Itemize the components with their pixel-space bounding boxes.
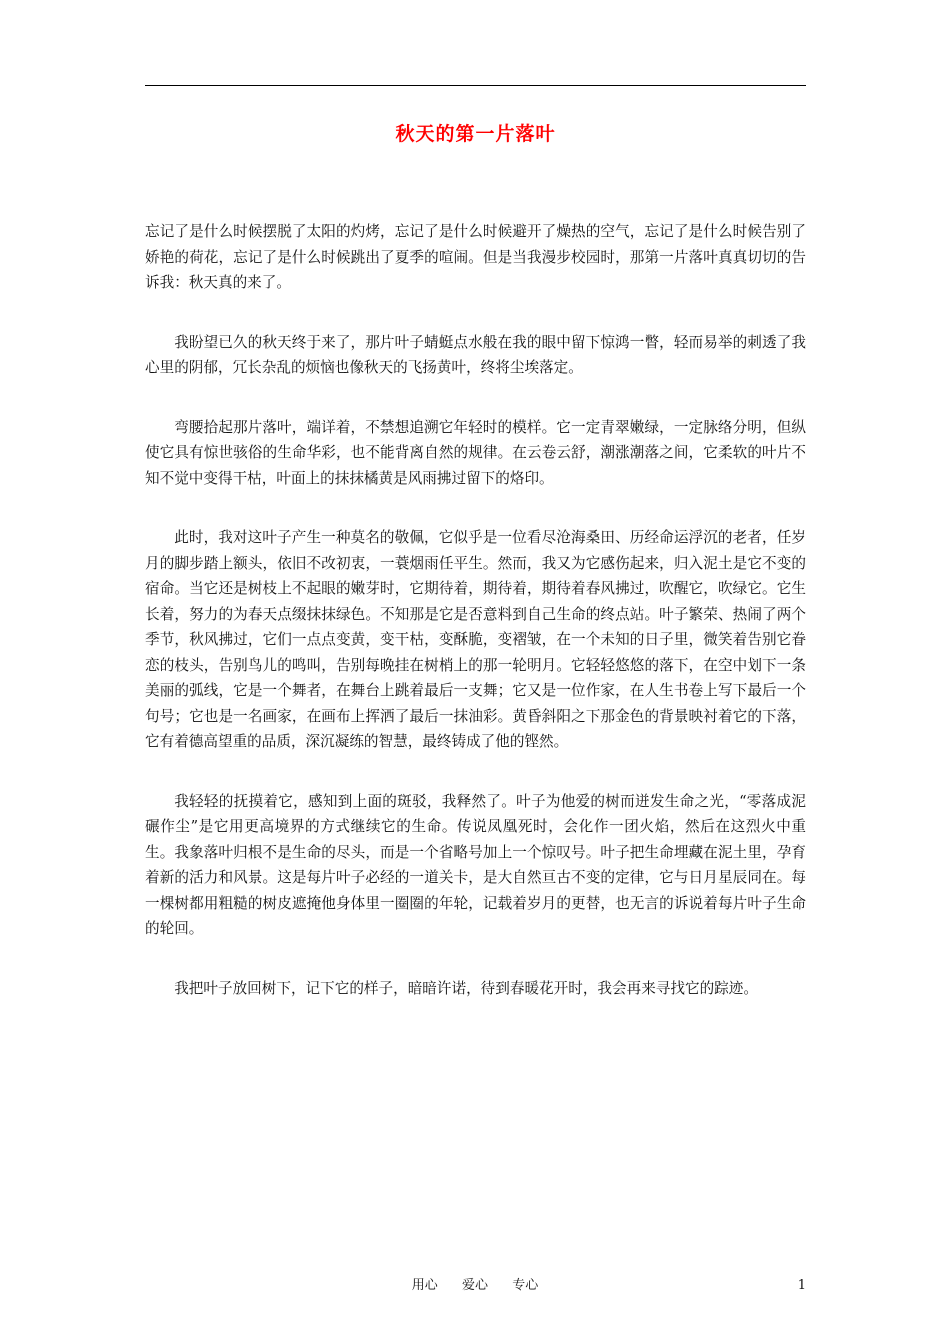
paragraph-1: 忘记了是什么时候摆脱了太阳的灼烤，忘记了是什么时候避开了燥热的空气，忘记了是什么时候告别了娇艳的荷花，忘记了是什么时候跳出了夏季的喧闹。但是当我漫步校园时，那第一片落叶真真切切的告诉我：秋天真的来了。 [145,223,806,291]
header-rule [145,85,806,86]
footer-motto: 用心 爱心 专心 [411,1278,539,1293]
paragraph-6: 我把叶子放回树下，记下它的样子，暗暗许诺，待到春暖花开时，我会再来寻找它的踪迹。 [174,979,758,997]
paragraph-2: 我盼望已久的秋天终于来了，那片叶子蜻蜓点水般在我的眼中留下惊鸿一瞥，轻而易举的刺透了我心里的阴郁，冗长杂乱的烦恼也像秋天的飞扬黄叶，终将尘埃落定。 [145,333,806,376]
paragraph-3: 弯腰拾起那片落叶，端详着，不禁想追溯它年轻时的模样。它一定青翠嫩绿，一定脉络分明，但纵使它具有惊世骇俗的生命华彩，也不能背离自然的规律。在云卷云舒，潮涨潮落之间，它柔软的叶片不知不觉中变得干枯，叶面上的抹抹橘黄是风雨拂过留下的烙印。 [145,418,806,487]
paragraph-4: 此时，我对这叶子产生一种莫名的敬佩，它似乎是一位看尽沧海桑田、历经命运浮沉的老者，任岁月的脚步踏上额头，依旧不改初衷，一蓑烟雨任平生。然而，我又为它感伤起来，归入泥土是它不变的宿命。当它还是树枝上不起眼的嫩芽时，它期待着，期待着，期待着春风拂过，吹醒它，吹绿它。它生长着，努力的为春天点缀抹抹绿色。不知那是它是否意料到自己生命的终点站。叶子繁荣、热闹了两个季节，秋风拂过，它们一点点变黄，变干枯，变酥脆，变褶皱，在一个未知的日子里，微笑着告别它眷恋的枝头，告别鸟儿的鸣叫，告别每晚挂在树梢上的那一轮明月。它轻轻悠悠的落下，在空中划下一条美丽的弧线，它是一个舞者，在舞台上跳着最后一支舞；它又是一位作家，在人生书卷上写下最后一个句号；它也是一名画家，在画布上挥洒了最后一抹油彩。黄昏斜阳之下那金色的背景映衬着它的下落，它有着德高望重的品质，深沉凝练的智慧，最终铸成了他的铿然。 [145,529,806,750]
article-body [145,219,806,1035]
page-number: 1 [797,1278,806,1293]
article-title: 秋天的第一片落叶 [395,123,556,145]
paragraph-5: 我轻轻的抚摸着它，感知到上面的斑驳，我释然了。叶子为他爱的树而迸发生命之光，“零落成泥碾作尘”是它用更高境界的方式继续它的生命。传说凤凰死时，会化作一团火焰，然后在这烈火中重生。我象落叶归根不是生命的尽头，而是一个省略号加上一个惊叹号。叶子把生命埋藏在泥土里，孕育着新的活力和风景。这是每片叶子必经的一道关卡，是大自然亘古不变的定律，它与日月星辰同在。每一棵树都用粗糙的树皮遮掩他身体里一圈圈的年轮，记载着岁月的更替，也无言的诉说着每片叶子生命的轮回。 [145,792,806,937]
